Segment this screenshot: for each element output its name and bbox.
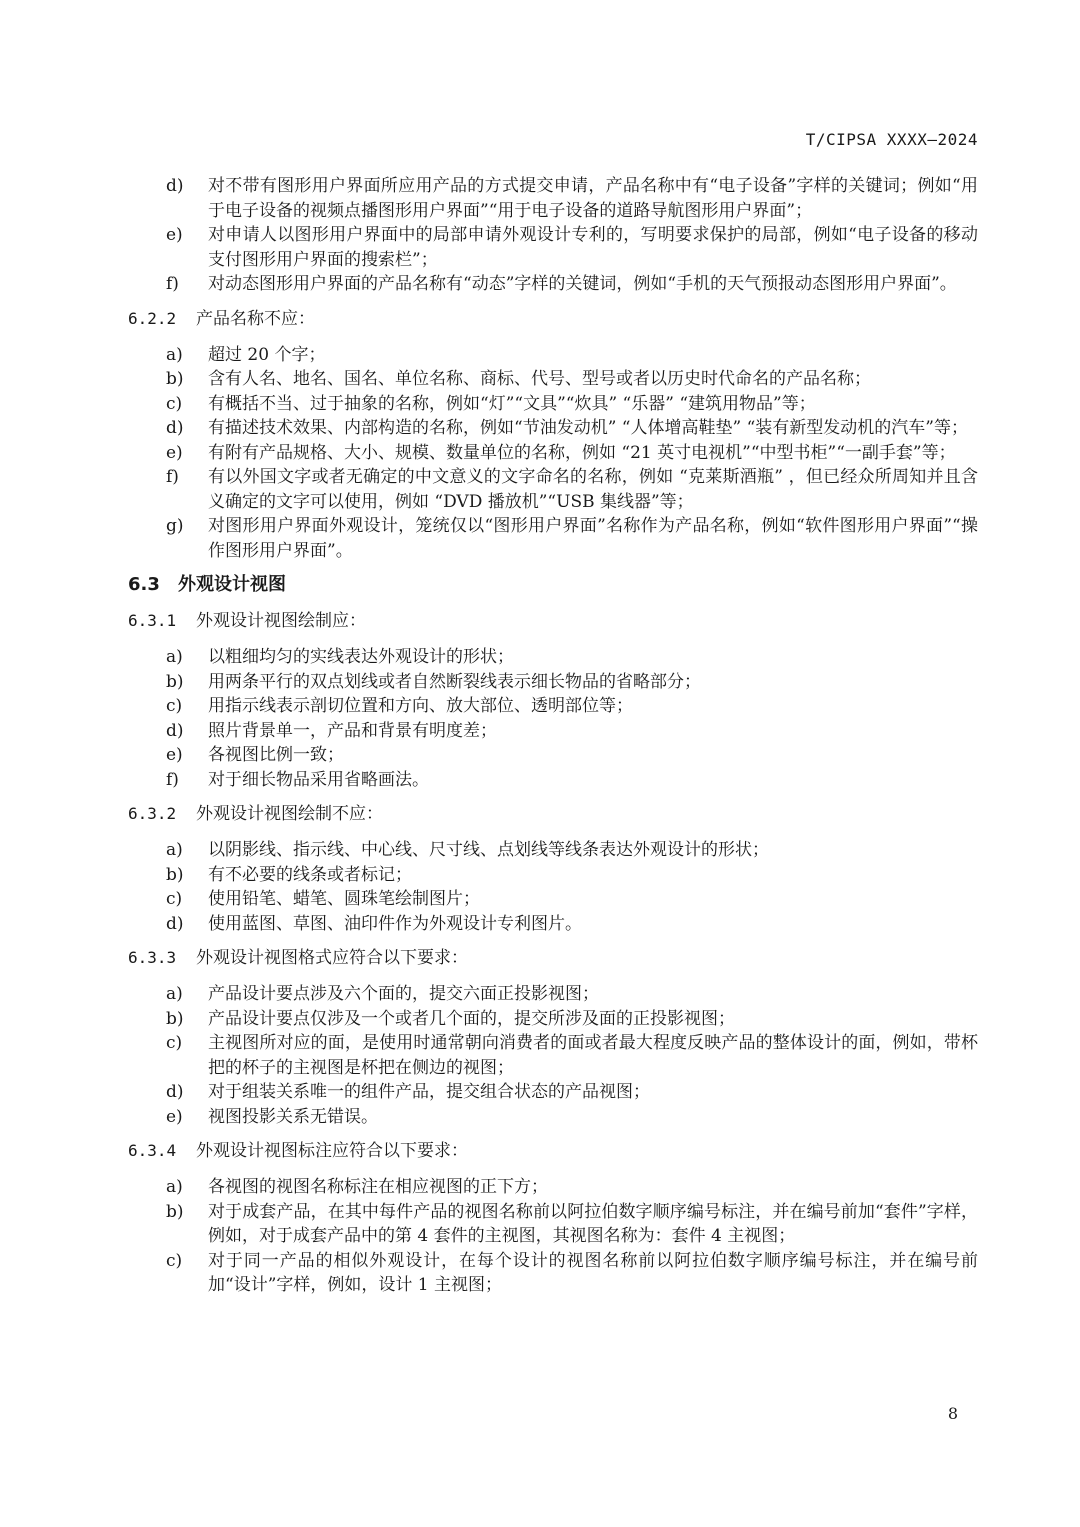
document-header: T/CIPSA XXXX—2024 (805, 130, 978, 149)
list-item-text: 有不必要的线条或者标记； (208, 864, 412, 885)
section-number: 6.3.3 (128, 948, 177, 967)
section-number: 6.2.2 (128, 308, 177, 328)
section-title: 外观设计视图 (178, 574, 286, 595)
list-item-label: g) (166, 516, 184, 536)
list-item (128, 768, 978, 793)
section-number: 6.3.4 (128, 1141, 177, 1160)
list-item-text: 含有人名、地名、国名、单位名称、商标、代号、型号或者以历史时代命名的产品名称； (208, 369, 871, 389)
list-item-label: d) (166, 418, 184, 438)
section-6-3-4-list (128, 1175, 978, 1298)
list-item (128, 1200, 978, 1249)
list-item-text: 有附有产品规格、大小、规模、数量单位的名称，例如 “21 英寸电视机”“中型书柜”“一副手套”等； (208, 442, 956, 463)
list-item-text: 对于细长物品采用省略画法。 (208, 769, 429, 790)
list-item (128, 1175, 978, 1200)
list-item (128, 1031, 978, 1080)
list-item-label: d) (166, 1082, 184, 1102)
list-item-label: f) (166, 274, 179, 294)
list-item-label: c) (166, 889, 183, 909)
list-item-text: 对于组装关系唯一的组件产品，提交组合状态的产品视图； (208, 1082, 650, 1102)
list-item (128, 223, 978, 272)
list-item-text: 有概括不当、过于抽象的名称，例如“灯”“文具”“炊具” “乐器” “建筑用物品”等； (208, 393, 816, 414)
list-item-label: a) (166, 647, 183, 667)
list-item (128, 465, 978, 514)
list-item (128, 272, 978, 297)
list-item-label: c) (166, 696, 183, 716)
list-item (128, 645, 978, 670)
list-item-label: b) (166, 864, 184, 885)
list-item-text: 超过 20 个字； (208, 344, 326, 365)
section-6-2-2-heading (128, 307, 978, 331)
list-item-text: 对图形用户界面外观设计，笼统仅以“图形用户界面”名称作为产品名称，例如“软件图形用户界面”“操作图形用户界面”。 (208, 516, 978, 561)
list-item (128, 343, 978, 368)
list-item-text: 使用铅笔、蜡笔、圆珠笔绘制图片； (208, 889, 480, 909)
list-item-text: 对于同一产品的相似外观设计，在每个设计的视图名称前以阿拉伯数字顺序编号标注，并在编号前加“设计”字样，例如，设计 1 主视图； (208, 1250, 978, 1295)
list-item-text: 对不带有图形用户界面所应用产品的方式提交申请，产品名称中有“电子设备”字样的关键词；例如“用于电子设备的视频点播图形用户界面”“用于电子设备的道路导航图形用户界面”； (208, 176, 978, 221)
list-item-label: b) (166, 1201, 184, 1222)
list-item-text: 用两条平行的双点划线或者自然断裂线表示细长物品的省略部分； (208, 671, 701, 692)
list-item-text: 对申请人以图形用户界面中的局部申请外观设计专利的，写明要求保护的局部，例如“电子设备的移动支付图形用户界面的搜索栏”； (208, 225, 978, 270)
list-item (128, 743, 978, 768)
list-item-label: e) (166, 1106, 183, 1127)
list-item-label: a) (166, 1177, 183, 1197)
list-item (128, 174, 978, 223)
list-item (128, 416, 978, 441)
list-item-text: 产品设计要点涉及六个面的，提交六面正投影视图； (208, 984, 599, 1004)
list-item (128, 1007, 978, 1032)
list-item (128, 1105, 978, 1130)
list-item-label: b) (166, 1008, 184, 1029)
section-6-3-2-list (128, 838, 978, 936)
section-6-2-2-list (128, 343, 978, 564)
list-item-label: b) (166, 369, 184, 389)
section-number: 6.3 (128, 574, 160, 595)
section-title: 外观设计视图格式应符合以下要求： (196, 948, 468, 968)
page-number: 8 (947, 1404, 958, 1423)
list-item-label: f) (166, 769, 179, 790)
section-6-3-1-list (128, 645, 978, 792)
list-item-label: d) (166, 720, 184, 741)
list-item (128, 887, 978, 912)
list-item-label: c) (166, 393, 183, 414)
section-6-3-3-heading (128, 946, 978, 970)
list-item (128, 863, 978, 888)
list-item (128, 514, 978, 563)
list-item-text: 各视图的视图名称标注在相应视图的正下方； (208, 1177, 548, 1197)
list-item-text: 照片背景单一，产品和背景有明度差； (208, 720, 497, 741)
list-item (128, 392, 978, 417)
list-item (128, 838, 978, 863)
section-number: 6.3.2 (128, 804, 177, 823)
section-6-3-3-list (128, 982, 978, 1129)
list-item-label: c) (166, 1033, 183, 1053)
section-title: 产品名称不应： (196, 308, 315, 329)
list-item-label: e) (166, 225, 183, 245)
list-item (128, 441, 978, 466)
list-item (128, 670, 978, 695)
list-item-text: 以阴影线、指示线、中心线、尺寸线、点划线等线条表达外观设计的形状； (208, 840, 769, 860)
section-title: 外观设计视图绘制不应： (196, 804, 383, 824)
list-item (128, 367, 978, 392)
section-6-3-1-heading (128, 609, 978, 633)
list-item-text: 对动态图形用户界面的产品名称有“动态”字样的关键词，例如“手机的天气预报动态图形用户界面”。 (208, 274, 957, 294)
list-item-text: 对于成套产品，在其中每件产品的视图名称前以阿拉伯数字顺序编号标注，并在编号前加“套件”字样，例如，对于成套产品中的第 4 套件的主视图，其视图名称为：套件 4 主视图； (208, 1201, 978, 1246)
list-item-text: 各视图比例一致； (208, 745, 344, 765)
list-item-label: b) (166, 671, 184, 692)
list-item-label: c) (166, 1250, 183, 1271)
list-item-text: 用指示线表示剖切位置和方向、放大部位、透明部位等； (208, 696, 633, 716)
section-number: 6.3.1 (128, 611, 177, 630)
list-item (128, 912, 978, 937)
section-6-3-4-heading (128, 1139, 978, 1163)
list-item-label: a) (166, 984, 183, 1004)
list-item (128, 719, 978, 744)
list-item-label: a) (166, 840, 183, 860)
list-item-text: 使用蓝图、草图、油印件作为外观设计专利图片。 (208, 913, 582, 934)
list-item-label: f) (166, 467, 179, 487)
list-item (128, 982, 978, 1007)
list-item-text: 有以外国文字或者无确定的中文意义的文字命名的名称，例如 “克莱斯酒瓶” ，但已经众所周知并且含义确定的文字可以使用，例如 “DVD 播放机”“USB 集线器”等； (208, 467, 978, 512)
list-item-text: 产品设计要点仅涉及一个或者几个面的，提交所涉及面的正投影视图； (208, 1008, 735, 1029)
list-item (128, 694, 978, 719)
list-item-text: 主视图所对应的面，是使用时通常朝向消费者的面或者最大程度反映产品的整体设计的面，例如，带杯把的杯子的主视图是杯把在侧边的视图； (208, 1033, 978, 1078)
list-item (128, 1080, 978, 1105)
list-item-text: 视图投影关系无错误。 (208, 1106, 378, 1127)
list-item-label: a) (166, 344, 183, 365)
section-6-3-2-heading (128, 802, 978, 826)
list-item-label: e) (166, 442, 183, 463)
document-body (128, 174, 978, 1298)
list-item-text: 以粗细均匀的实线表达外观设计的形状； (208, 647, 514, 667)
list-item-label: e) (166, 745, 183, 765)
section-title: 外观设计视图绘制应： (196, 611, 366, 631)
section-6-3-heading (128, 573, 978, 597)
list-item (128, 1249, 978, 1298)
section-title: 外观设计视图标注应符合以下要求： (196, 1141, 468, 1161)
list-item-label: d) (166, 176, 184, 196)
list-item-label: d) (166, 913, 184, 934)
intro-list (128, 174, 978, 297)
list-item-text: 有描述技术效果、内部构造的名称，例如“节油发动机” “人体增高鞋垫” “装有新型发动机的汽车”等； (208, 418, 968, 438)
